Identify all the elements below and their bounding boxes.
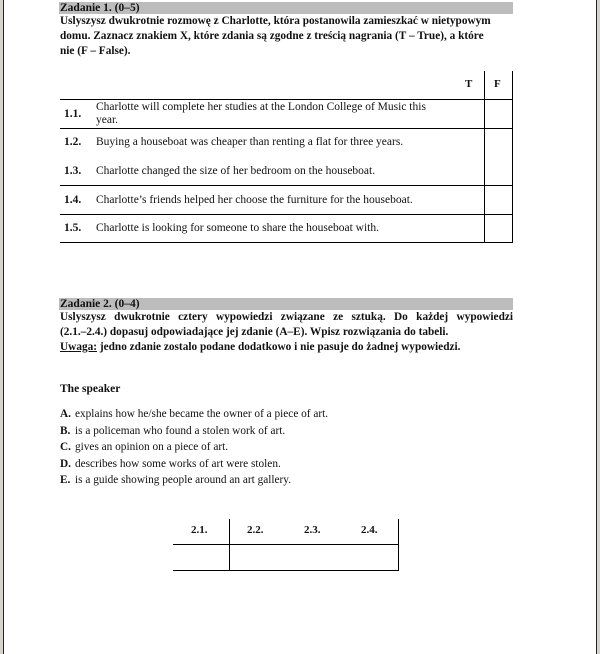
option-letter: E. <box>60 474 71 486</box>
task2-note <box>60 340 513 355</box>
column-header-true: T <box>465 78 473 90</box>
table-divider <box>512 71 513 243</box>
task2-title: Zadanie 2. (0–4) <box>59 298 513 310</box>
table-rule <box>60 242 513 243</box>
option-text: is a guide showing people around an art gallery. <box>75 474 292 486</box>
task2-instruction <box>60 310 513 355</box>
answer-header: 2.4. <box>361 524 378 536</box>
answer-cell-2.2[interactable] <box>230 545 286 570</box>
true-false-table <box>60 71 512 243</box>
option-letter: C. <box>60 441 71 453</box>
option-letter: A. <box>60 408 71 420</box>
option-a <box>60 408 328 420</box>
statement-number: 1.3. <box>64 165 82 177</box>
statement-number: 1.1. <box>64 108 82 120</box>
option-text: is a policeman who found a stolen work of art. <box>75 425 286 437</box>
answer-cell-t-1.1[interactable] <box>485 100 512 128</box>
option-c <box>60 441 228 453</box>
option-letter: B. <box>60 425 71 437</box>
option-text: gives an opinion on a piece of art. <box>75 441 229 453</box>
table-rule <box>60 99 513 100</box>
statement-text: Buying a houseboat was cheaper than renting a flat for three years. <box>96 136 404 148</box>
window-border-left <box>3 0 4 654</box>
task1-instruction-line: nie (F – False). <box>60 45 131 57</box>
option-letter: D. <box>60 458 71 470</box>
statement-text: Charlotte changed the size of her bedroom on the houseboat. <box>96 165 376 177</box>
statement-text: Charlotte is looking for someone to share the houseboat with. <box>96 222 379 234</box>
option-d <box>60 458 281 470</box>
options-heading: The speaker <box>60 383 121 395</box>
table-rule <box>60 185 513 186</box>
table-divider <box>484 71 485 243</box>
task1-title: Zadanie 1. (0–5) <box>59 2 513 14</box>
table-rule <box>173 570 399 571</box>
table-rule <box>60 128 513 129</box>
table-rule <box>60 214 513 215</box>
task2-instruction-line: (2.1.–2.4.) dopasuj odpowiadające jej zdanie (A–E). Wpisz rozwiązania do tabeli. <box>60 326 449 338</box>
option-b <box>60 425 285 437</box>
statement-number: 1.5. <box>64 222 82 234</box>
answer-header: 2.3. <box>304 524 321 536</box>
option-e <box>60 474 291 486</box>
statement-text: Charlotte will complete her studies at the London College of Music this year. <box>96 101 426 126</box>
statement-number: 1.4. <box>64 194 82 206</box>
table-divider <box>398 519 399 571</box>
answer-header: 2.1. <box>191 524 208 536</box>
statement-text: Charlotte’s friends helped her choose the furniture for the houseboat. <box>96 194 413 206</box>
answer-cell-2.4[interactable] <box>342 545 398 570</box>
option-text: explains how he/she became the owner of a piece of art. <box>75 408 329 420</box>
task2-instruction-line: Uslyszysz dwukrotnie cztery wypowiedzi związane ze sztuką. Do każdej wypowiedzi <box>60 311 513 323</box>
answer-header: 2.2. <box>247 524 264 536</box>
answer-table <box>173 519 398 571</box>
statement-number: 1.2. <box>64 136 82 148</box>
task1-instruction-line: domu. Zaznacz znakiem X, które zdania są zgodne z treścią nagrania (T – True), a które <box>60 30 484 42</box>
option-text: describes how some works of art were stolen. <box>75 458 281 470</box>
note-text: jedno zdanie zostalo podane dodatkowo i nie pasuje do żadnej wypowiedzi. <box>97 341 461 353</box>
answer-cell-2.1[interactable] <box>173 545 229 570</box>
note-label: Uwaga: <box>60 341 98 353</box>
task1-instruction <box>60 14 513 59</box>
task1-instruction-line: Uslyszysz dwukrotnie rozmowę z Charlotte, która postanowila zamieszkać w nietypowym <box>60 15 491 27</box>
answer-cell-2.3[interactable] <box>286 545 342 570</box>
column-header-false: F <box>494 78 501 90</box>
